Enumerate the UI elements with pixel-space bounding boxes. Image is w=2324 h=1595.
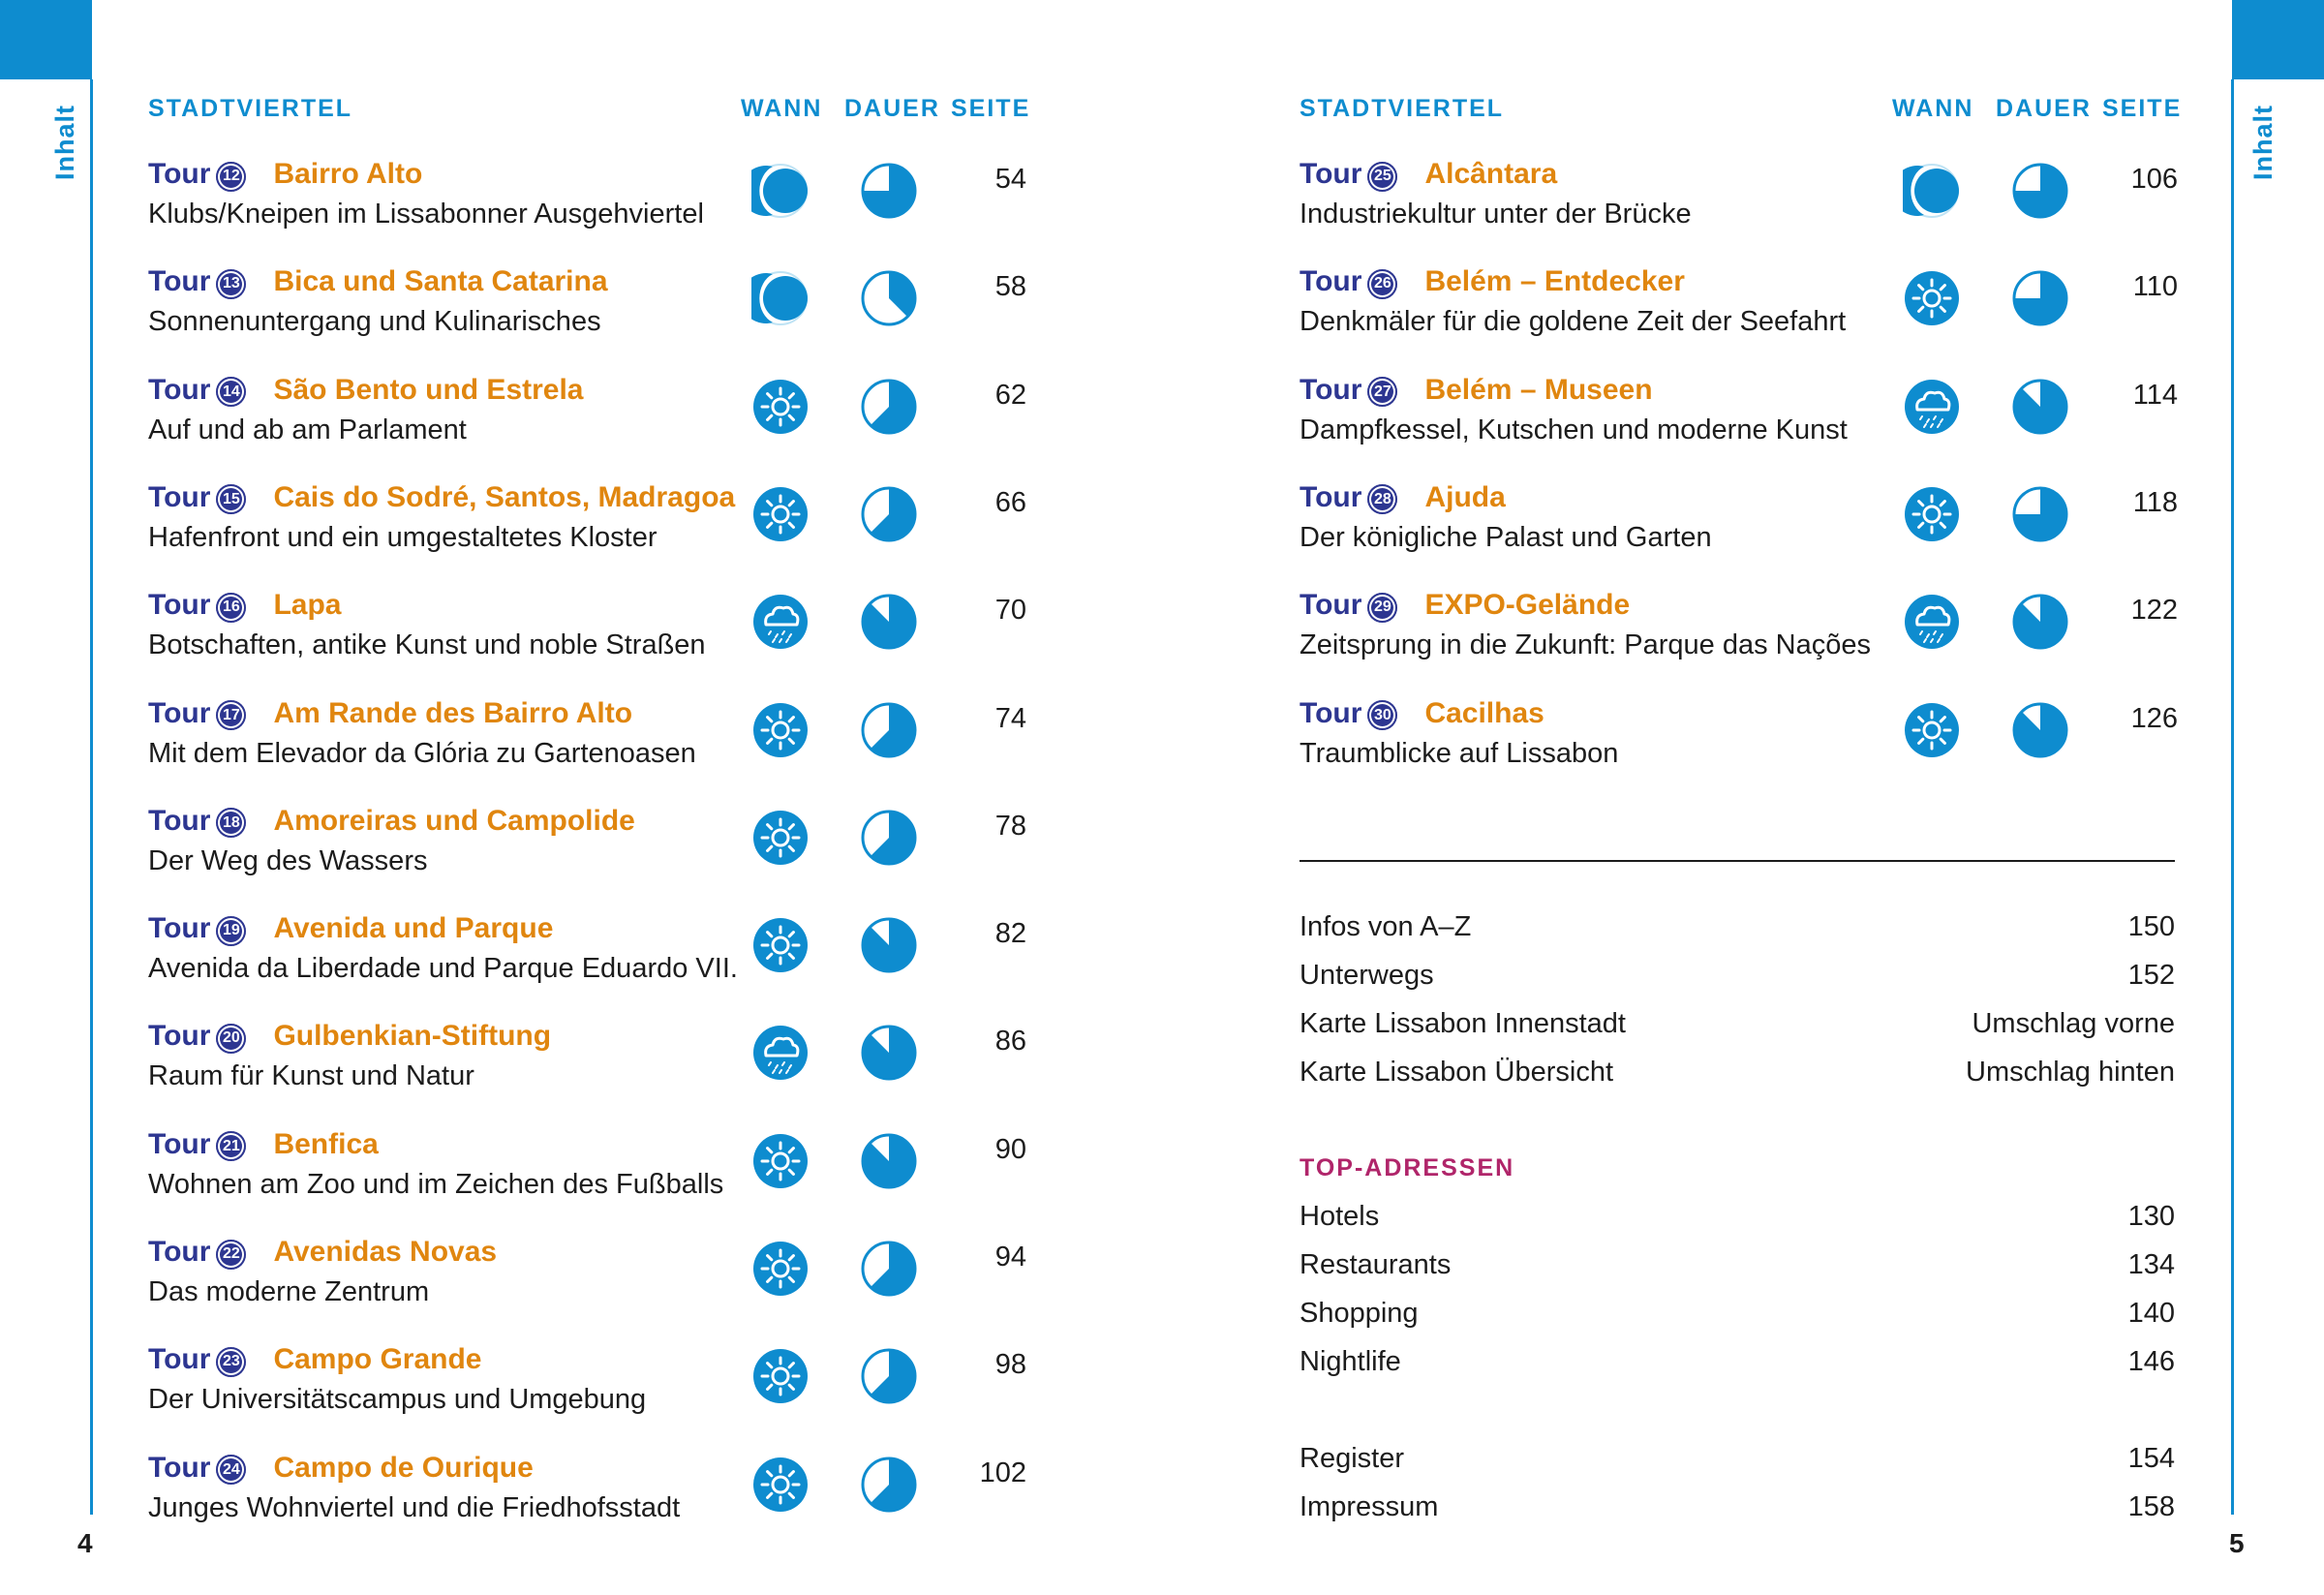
tour-place[interactable]: Avenida und Parque	[273, 912, 554, 945]
tour-subtitle: Das moderne Zentrum	[148, 1276, 430, 1307]
left-corner-tab	[0, 0, 92, 79]
dauer-cell	[860, 378, 918, 436]
duration-pie-icon	[860, 1024, 918, 1082]
tour-entry[interactable]	[148, 1128, 1058, 1225]
tour-subtitle: Mit dem Elevador da Glória zu Gartenoasen	[148, 737, 696, 769]
wann-cell	[1903, 593, 1961, 651]
page-number[interactable]: 62	[994, 379, 1026, 411]
tour-number-badge: 20	[216, 1024, 246, 1054]
tour-title-line	[148, 1343, 481, 1377]
sun-icon	[751, 378, 810, 436]
tour-label: Tour	[148, 1020, 211, 1053]
page-number-right: 5	[2229, 1528, 2245, 1558]
tour-label: Tour	[148, 589, 211, 622]
tour-entry[interactable]	[1300, 374, 2210, 471]
tour-entry[interactable]	[1300, 481, 2210, 578]
tour-place[interactable]: Belém – Entdecker	[1424, 265, 1685, 298]
sun-icon	[751, 701, 810, 759]
dauer-cell	[860, 485, 918, 543]
wann-cell	[751, 378, 810, 436]
dauer-cell	[860, 916, 918, 974]
tour-subtitle: Junges Wohnviertel und die Friedhofsstadt	[148, 1491, 681, 1523]
tour-place[interactable]: Alcântara	[1424, 158, 1558, 190]
page-number[interactable]: 102	[979, 1457, 1026, 1488]
wann-cell	[1903, 269, 1961, 327]
info-page: 152	[2127, 960, 2175, 991]
page-number[interactable]: 122	[2130, 595, 2178, 627]
header-stadtviertel-right: STADTVIERTEL	[1300, 95, 1505, 122]
tour-title-line	[148, 1020, 551, 1054]
index-page: 158	[2127, 1491, 2175, 1522]
page-number[interactable]: 70	[994, 595, 1026, 627]
info-label: Karte Lissabon Übersicht	[1300, 1057, 1613, 1088]
tour-title-line	[1300, 589, 1630, 623]
page-number[interactable]: 98	[994, 1349, 1026, 1381]
wann-cell	[751, 1456, 810, 1514]
sun-icon	[751, 1456, 810, 1514]
duration-pie-icon	[860, 701, 918, 759]
tour-number-badge: 19	[216, 916, 246, 946]
page-number[interactable]: 114	[2132, 379, 2178, 411]
header-dauer-left: DAUER	[844, 95, 940, 122]
tour-label: Tour	[1300, 589, 1362, 622]
info-label: Infos von A–Z	[1300, 911, 1472, 942]
side-label-left: Inhalt	[50, 105, 79, 180]
page-number[interactable]: 74	[994, 702, 1026, 734]
tour-entry[interactable]	[148, 697, 1058, 794]
rain-icon	[751, 593, 810, 651]
tour-label: Tour	[148, 158, 211, 190]
tour-place[interactable]: Ajuda	[1424, 480, 1506, 513]
tour-subtitle: Hafenfront und ein umgestaltetes Kloster	[148, 521, 657, 553]
dauer-cell	[860, 1024, 918, 1082]
tour-place[interactable]: Amoreiras und Campolide	[273, 804, 635, 837]
top-row[interactable]	[1300, 1201, 2175, 1240]
tour-place[interactable]: Belém – Museen	[1424, 373, 1653, 406]
tour-number-badge: 12	[216, 162, 246, 192]
tour-label: Tour	[148, 912, 211, 945]
tour-title-line	[148, 912, 553, 946]
index-label: Register	[1300, 1443, 1404, 1474]
dauer-cell	[860, 593, 918, 651]
tour-entry[interactable]	[148, 912, 1058, 1009]
wann-cell	[1903, 485, 1961, 543]
tour-title-line	[1300, 265, 1685, 299]
page-number[interactable]: 118	[2132, 486, 2178, 518]
tour-title-line	[148, 158, 422, 192]
page-number[interactable]: 54	[994, 164, 1026, 195]
tour-number-badge: 30	[1367, 700, 1397, 730]
tour-label: Tour	[148, 373, 211, 406]
tour-subtitle: Klubs/Kneipen im Lissabonner Ausgehviertel	[148, 199, 704, 230]
info-row[interactable]	[1300, 1008, 2175, 1047]
tour-subtitle: Raum für Kunst und Natur	[148, 1060, 474, 1092]
wann-cell	[751, 1240, 810, 1298]
tour-number-badge: 13	[216, 269, 246, 299]
dauer-cell	[860, 162, 918, 220]
dauer-cell	[860, 269, 918, 327]
top-label: Hotels	[1300, 1201, 1380, 1232]
tour-label: Tour	[148, 696, 211, 729]
sun-icon	[1903, 269, 1961, 327]
header-seite-right: SEITE	[2102, 95, 2183, 122]
tour-number-badge: 23	[216, 1347, 246, 1377]
tour-title-line	[148, 1452, 534, 1486]
dauer-cell	[2011, 701, 2069, 759]
tour-place[interactable]: Cais do Sodré, Santos, Madragoa	[273, 480, 736, 513]
tour-subtitle: Industriekultur unter der Brücke	[1300, 199, 1692, 230]
top-adressen-header: TOP-ADRESSEN	[1300, 1154, 1515, 1181]
duration-pie-icon	[2011, 269, 2069, 327]
tour-subtitle: Auf und ab am Parlament	[148, 414, 467, 445]
tour-entry[interactable]	[1300, 697, 2210, 794]
wann-cell	[751, 162, 810, 220]
tour-place[interactable]: Cacilhas	[1424, 696, 1544, 729]
tour-title-line	[148, 805, 635, 839]
tour-number-badge: 14	[216, 377, 246, 407]
tour-label: Tour	[1300, 480, 1362, 513]
tour-label: Tour	[148, 1343, 211, 1376]
tour-entry[interactable]	[148, 265, 1058, 362]
top-page: 134	[2127, 1249, 2175, 1280]
rain-icon	[1903, 593, 1961, 651]
tour-place[interactable]: Am Rande des Bairro Alto	[273, 696, 633, 729]
tour-number-badge: 25	[1367, 162, 1397, 192]
info-page: Umschlag vorne	[1972, 1008, 2175, 1039]
top-row[interactable]	[1300, 1249, 2175, 1288]
tour-entry[interactable]	[148, 158, 1058, 255]
index-page: 154	[2127, 1443, 2175, 1474]
tour-number-badge: 17	[216, 700, 246, 730]
top-page: 146	[2127, 1346, 2175, 1377]
duration-pie-icon	[860, 269, 918, 327]
tour-title-line	[148, 265, 608, 299]
page-number[interactable]: 94	[994, 1242, 1026, 1273]
section-divider	[1300, 860, 2175, 862]
top-page: 140	[2127, 1298, 2175, 1329]
duration-pie-icon	[860, 916, 918, 974]
wann-cell	[751, 593, 810, 651]
tour-place[interactable]: Bairro Alto	[273, 158, 423, 190]
sun-icon	[751, 809, 810, 867]
sun-icon	[751, 1132, 810, 1190]
duration-pie-icon	[2011, 593, 2069, 651]
wann-cell	[751, 1024, 810, 1082]
tour-title-line	[148, 374, 584, 408]
tour-place[interactable]: São Bento und Estrela	[273, 373, 584, 406]
index-row[interactable]	[1300, 1491, 2175, 1530]
sun-icon	[751, 485, 810, 543]
info-label: Karte Lissabon Innenstadt	[1300, 1008, 1626, 1039]
dauer-cell	[860, 1456, 918, 1514]
info-row[interactable]	[1300, 960, 2175, 998]
duration-pie-icon	[2011, 701, 2069, 759]
tour-label: Tour	[148, 265, 211, 298]
tour-subtitle: Der Universitätscampus und Umgebung	[148, 1384, 647, 1416]
dauer-cell	[2011, 162, 2069, 220]
tour-place[interactable]: Benfica	[273, 1127, 379, 1160]
right-corner-tab	[2232, 0, 2324, 79]
wann-cell	[751, 916, 810, 974]
tour-title-line	[148, 589, 341, 623]
tour-entry[interactable]	[148, 1452, 1058, 1549]
tour-entry[interactable]	[148, 1020, 1058, 1117]
tour-entry[interactable]	[1300, 265, 2210, 362]
tour-title-line	[148, 481, 735, 515]
tour-place[interactable]: Gulbenkian-Stiftung	[273, 1020, 552, 1053]
tour-place[interactable]: Campo de Ourique	[273, 1451, 534, 1484]
dauer-cell	[860, 809, 918, 867]
dauer-cell	[2011, 593, 2069, 651]
tour-place[interactable]: Campo Grande	[273, 1343, 482, 1376]
duration-pie-icon	[860, 1240, 918, 1298]
page-number[interactable]: 106	[2130, 164, 2178, 195]
rain-icon	[751, 1024, 810, 1082]
moon-icon	[751, 162, 810, 220]
tour-title-line	[1300, 697, 1544, 731]
tour-place[interactable]: Bica und Santa Catarina	[273, 265, 608, 298]
header-wann-right: WANN	[1892, 95, 1974, 122]
tour-label: Tour	[1300, 265, 1362, 298]
tour-entry[interactable]	[148, 1236, 1058, 1333]
duration-pie-icon	[860, 593, 918, 651]
tour-place[interactable]: Lapa	[273, 589, 342, 622]
duration-pie-icon	[860, 485, 918, 543]
top-label: Restaurants	[1300, 1249, 1452, 1280]
sun-icon	[751, 916, 810, 974]
tour-entry[interactable]	[148, 374, 1058, 471]
top-label: Nightlife	[1300, 1346, 1401, 1377]
page-number[interactable]: 58	[994, 271, 1026, 303]
page-number[interactable]: 90	[994, 1133, 1026, 1165]
tour-title-line	[148, 697, 632, 731]
top-row[interactable]	[1300, 1298, 2175, 1336]
page-number[interactable]: 86	[994, 1026, 1026, 1058]
tour-label: Tour	[148, 480, 211, 513]
wann-cell	[751, 809, 810, 867]
header-dauer-right: DAUER	[1996, 95, 2092, 122]
tour-number-badge: 26	[1367, 269, 1397, 299]
header-seite-left: SEITE	[951, 95, 1031, 122]
page-number[interactable]: 66	[994, 486, 1026, 518]
info-row[interactable]	[1300, 911, 2175, 950]
tour-entry[interactable]	[148, 805, 1058, 902]
tour-subtitle: Zeitsprung in die Zukunft: Parque das Nações	[1300, 629, 1871, 661]
tour-entry[interactable]	[148, 1343, 1058, 1440]
index-row[interactable]	[1300, 1443, 2175, 1482]
sun-icon	[751, 1240, 810, 1298]
right-margin-rule	[2231, 79, 2234, 1515]
wann-cell	[751, 1132, 810, 1190]
moon-icon	[751, 269, 810, 327]
tour-subtitle: Denkmäler für die goldene Zeit der Seefahrt	[1300, 306, 1847, 338]
dauer-cell	[860, 1347, 918, 1405]
tour-title-line	[1300, 158, 1557, 192]
tour-label: Tour	[148, 1236, 211, 1268]
rain-icon	[1903, 378, 1961, 436]
tour-place[interactable]: EXPO-Gelände	[1424, 589, 1631, 622]
tour-number-badge: 15	[216, 484, 246, 514]
tour-subtitle: Wohnen am Zoo und im Zeichen des Fußballs	[148, 1168, 724, 1200]
moon-icon	[1903, 162, 1961, 220]
tour-number-badge: 24	[216, 1455, 246, 1485]
top-label: Shopping	[1300, 1298, 1419, 1329]
tour-number-badge: 18	[216, 808, 246, 838]
tour-label: Tour	[1300, 696, 1362, 729]
tour-subtitle: Der Weg des Wassers	[148, 844, 428, 876]
header-wann-left: WANN	[741, 95, 823, 122]
tour-title-line	[148, 1236, 497, 1270]
dauer-cell	[2011, 378, 2069, 436]
dauer-cell	[860, 1240, 918, 1298]
tour-number-badge: 22	[216, 1240, 246, 1270]
top-page: 130	[2127, 1201, 2175, 1232]
side-label-right: Inhalt	[2248, 105, 2278, 180]
info-row[interactable]	[1300, 1057, 2175, 1095]
page-number[interactable]: 82	[994, 918, 1026, 950]
sun-icon	[751, 1347, 810, 1405]
tour-subtitle: Der königliche Palast und Garten	[1300, 521, 1712, 553]
left-margin-rule	[90, 79, 93, 1515]
duration-pie-icon	[2011, 485, 2069, 543]
tour-number-badge: 29	[1367, 593, 1397, 623]
page-number-left: 4	[77, 1528, 93, 1558]
tour-title-line	[1300, 374, 1653, 408]
duration-pie-icon	[860, 162, 918, 220]
wann-cell	[751, 485, 810, 543]
wann-cell	[751, 269, 810, 327]
tour-label: Tour	[148, 1451, 211, 1484]
duration-pie-icon	[860, 378, 918, 436]
tour-number-badge: 21	[216, 1131, 246, 1161]
tour-entry[interactable]	[148, 481, 1058, 578]
wann-cell	[751, 701, 810, 759]
wann-cell	[751, 1347, 810, 1405]
tour-subtitle: Dampfkessel, Kutschen und moderne Kunst	[1300, 414, 1848, 445]
duration-pie-icon	[860, 1456, 918, 1514]
page-number[interactable]: 126	[2130, 702, 2178, 734]
wann-cell	[1903, 162, 1961, 220]
top-row[interactable]	[1300, 1346, 2175, 1385]
tour-subtitle: Avenida da Liberdade und Parque Eduardo VII.	[148, 953, 738, 985]
info-label: Unterwegs	[1300, 960, 1434, 991]
dauer-cell	[860, 701, 918, 759]
tour-entry[interactable]	[1300, 158, 2210, 255]
tour-number-badge: 16	[216, 593, 246, 623]
header-stadtviertel-left: STADTVIERTEL	[148, 95, 353, 122]
duration-pie-icon	[860, 1347, 918, 1405]
sun-icon	[1903, 701, 1961, 759]
tour-entry[interactable]	[148, 589, 1058, 686]
dauer-cell	[2011, 269, 2069, 327]
tour-entry[interactable]	[1300, 589, 2210, 686]
tour-title-line	[1300, 481, 1506, 515]
wann-cell	[1903, 378, 1961, 436]
sun-icon	[1903, 485, 1961, 543]
duration-pie-icon	[2011, 378, 2069, 436]
tour-place[interactable]: Avenidas Novas	[273, 1236, 498, 1268]
tour-subtitle: Sonnenuntergang und Kulinarisches	[148, 306, 601, 338]
page-number[interactable]: 78	[994, 810, 1026, 842]
dauer-cell	[2011, 485, 2069, 543]
tour-label: Tour	[148, 1127, 211, 1160]
index-label: Impressum	[1300, 1491, 1439, 1522]
tour-number-badge: 28	[1367, 484, 1397, 514]
tour-number-badge: 27	[1367, 377, 1397, 407]
page-number[interactable]: 110	[2132, 271, 2178, 303]
tour-label: Tour	[1300, 158, 1362, 190]
duration-pie-icon	[860, 1132, 918, 1190]
tour-label: Tour	[1300, 373, 1362, 406]
duration-pie-icon	[860, 809, 918, 867]
wann-cell	[1903, 701, 1961, 759]
dauer-cell	[860, 1132, 918, 1190]
info-page: Umschlag hinten	[1966, 1057, 2175, 1088]
tour-title-line	[148, 1128, 379, 1162]
tour-subtitle: Botschaften, antike Kunst und noble Straßen	[148, 629, 706, 661]
duration-pie-icon	[2011, 162, 2069, 220]
info-page: 150	[2127, 911, 2175, 942]
tour-label: Tour	[148, 804, 211, 837]
tour-subtitle: Traumblicke auf Lissabon	[1300, 737, 1619, 769]
